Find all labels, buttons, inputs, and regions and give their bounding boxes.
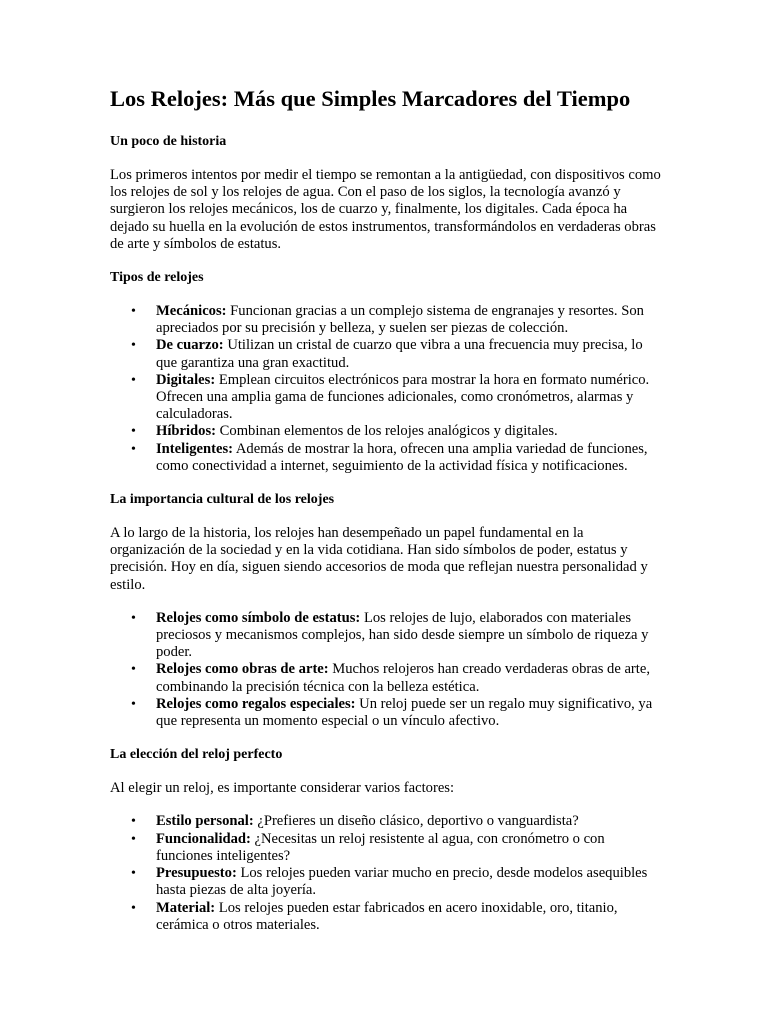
list-item-term: Funcionalidad: (156, 830, 251, 847)
bullet-icon: • (131, 304, 136, 320)
list-item-text: Los relojes pueden variar mucho en precio, desde modelos asequibles hasta piezas de alta joyería. (156, 865, 648, 899)
list-item-text: Además de mostrar la hora, ofrecen una amplia variedad de funciones, como conectividad a internet, seguimiento de la actividad física y notificaciones. (156, 440, 648, 474)
list-tipos (110, 303, 662, 475)
section-heading-historia: Un poco de historia (110, 134, 227, 149)
list-item-term: Inteligentes: (156, 440, 234, 457)
bullet-icon: • (131, 900, 136, 916)
list-item (131, 813, 662, 830)
list-item-term: Relojes como obras de arte: (156, 661, 329, 678)
list-item (131, 661, 662, 695)
list-item-term: Híbridos: (156, 423, 217, 440)
list-item-text: ¿Necesitas un reloj resistente al agua, con cronómetro o con funciones inteligentes? (156, 830, 605, 864)
bullet-icon: • (131, 696, 136, 712)
list-item (131, 899, 662, 934)
section-heading-importancia: La importancia cultural de los relojes (110, 492, 335, 508)
list-item-text: Emplean circuitos electrónicos para mostrar la hora en formato numérico. Ofrecen una amplia gama de funciones adicionales, como cronómetros, alarmas y calculadoras. (156, 371, 650, 423)
section-paragraph-importancia: A lo largo de la historia, los relojes han desempeñado un papel fundamental en la organización de la sociedad y en la vida cotidiana. Han sido símbolos de poder, estatus y precisión. Hoy en día, siguen siendo accesorios de moda que reflejan nuestra personalidad y estilo. (110, 525, 648, 593)
list-item (131, 865, 662, 899)
list-item-text: Muchos relojeros han creado verdaderas obras de arte, combinando la precisión técnica con la belleza estética. (156, 661, 650, 695)
section-paragraph-historia: Los primeros intentos por medir el tiempo se remontan a la antigüedad, con dispositivos como los relojes de sol y los relojes de agua. Con el paso de los siglos, la tecnología avanzó y surgieron los relojes mecánicos, los de cuarzo y, finalmente, los digitales. Cada época ha dejado su huella en la evolución de estos instrumentos, transformándolos en verdaderas obras de arte y símbolos de estatus. (110, 167, 661, 252)
section-heading-tipos: Tipos de relojes (110, 270, 204, 286)
list-item-term: Material: (156, 899, 216, 916)
list-item-term: Mecánicos: (156, 303, 227, 320)
list-item (131, 337, 662, 371)
bullet-icon: • (131, 831, 136, 847)
list-item (131, 609, 662, 662)
list-item-text: Utilizan un cristal de cuarzo que vibra a una frecuencia muy precisa, lo que garantiza una gran exactitud. (156, 337, 643, 371)
bullet-icon: • (131, 814, 136, 830)
list-item (131, 371, 662, 424)
list-eleccion (110, 813, 662, 933)
bullet-icon: • (131, 866, 136, 882)
list-item-text: Los relojes pueden estar fabricados en acero inoxidable, oro, titanio, cerámica o otros materiales. (156, 899, 618, 933)
bullet-icon: • (131, 441, 136, 457)
section-heading-eleccion: La elección del reloj perfecto (110, 747, 283, 763)
list-item-term: Estilo personal: (156, 813, 254, 830)
bullet-icon: • (131, 338, 136, 354)
bullet-icon: • (131, 424, 136, 440)
list-item (131, 695, 662, 730)
list-item-text: Un reloj puede ser un regalo muy significativo, ya que representa un momento especial o un vínculo afectivo. (156, 695, 653, 730)
list-item (131, 830, 662, 865)
bullet-icon: • (131, 372, 136, 388)
list-importancia (110, 610, 662, 730)
list-item-text: Funcionan gracias a un complejo sistema de engranajes y resortes. Son apreciados por su precisión y belleza, y suelen ser piezas de colección. (156, 303, 644, 337)
list-item-text: Los relojes de lujo, elaborados con materiales preciosos y mecanismos complejos, han sido desde siempre un símbolo de riqueza y poder. (156, 609, 649, 661)
bullet-icon: • (131, 610, 136, 626)
list-item-text: ¿Prefieres un diseño clásico, deportivo o vanguardista? (253, 813, 579, 830)
list-item-term: Digitales: (156, 371, 216, 388)
document-page (110, 84, 662, 950)
list-item-term: De cuarzo: (156, 337, 224, 354)
list-item-text: Combinan elementos de los relojes analógicos y digitales. (216, 423, 558, 440)
list-item (131, 423, 662, 440)
list-item-term: Relojes como símbolo de estatus: (156, 609, 361, 626)
list-item (131, 303, 662, 337)
list-item (131, 440, 662, 475)
list-item-term: Relojes como regalos especiales: (156, 695, 356, 712)
list-item-term: Presupuesto: (156, 865, 237, 882)
document-title: Los Relojes: Más que Simples Marcadores del Tiempo (110, 86, 631, 111)
bullet-icon: • (131, 662, 136, 678)
section-paragraph-eleccion: Al elegir un reloj, es importante considerar varios factores: (110, 780, 455, 797)
